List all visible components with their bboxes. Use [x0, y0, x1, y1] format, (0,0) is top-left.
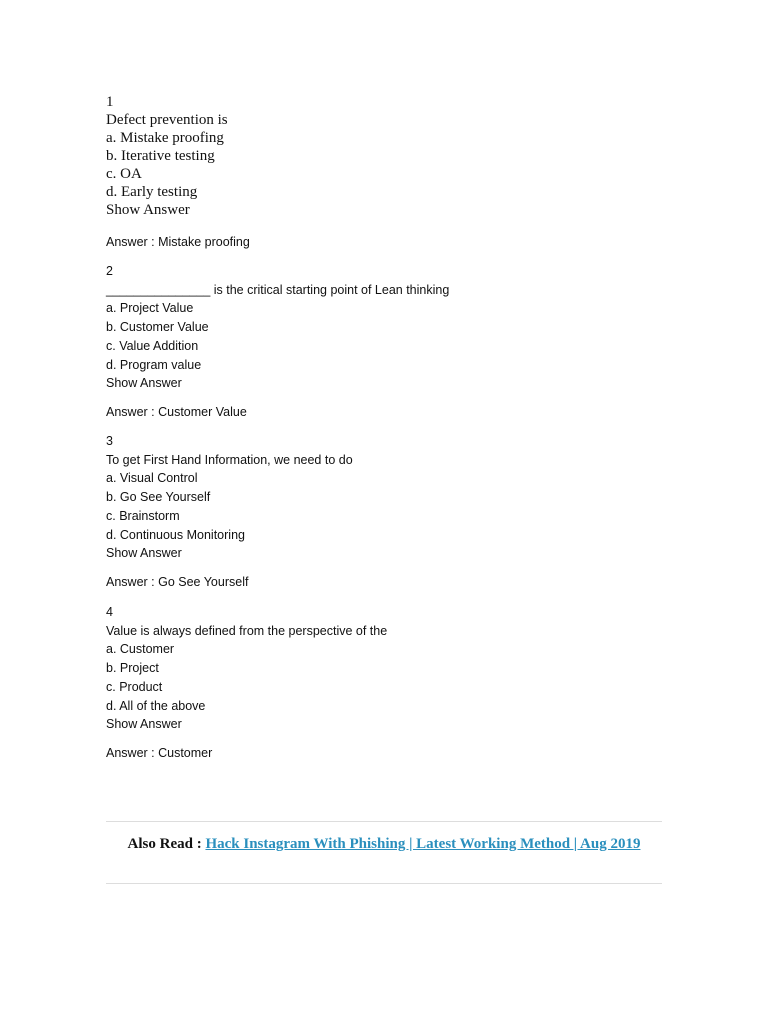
- option-b: b. Iterative testing: [106, 148, 215, 164]
- option-a: a. Mistake proofing: [106, 130, 224, 146]
- question-3: [106, 432, 353, 591]
- show-answer-button[interactable]: Show Answer: [106, 376, 182, 391]
- divider-bottom: [106, 883, 662, 884]
- also-read-link[interactable]: Hack Instagram With Phishing | Latest Working Method | Aug 2019: [205, 836, 641, 852]
- question-number: 2: [106, 264, 113, 278]
- option-c: c. Brainstorm: [106, 508, 180, 523]
- question-text: Value is always defined from the perspective of the: [106, 623, 388, 638]
- show-answer-button[interactable]: Show Answer: [106, 202, 190, 218]
- show-answer-button[interactable]: Show Answer: [106, 717, 182, 732]
- question-number: 1: [106, 94, 114, 110]
- option-b: b. Project: [106, 661, 159, 676]
- option-a: a. Customer: [106, 642, 175, 657]
- also-read: [106, 836, 662, 853]
- also-read-label: Also Read :: [127, 836, 206, 852]
- option-a: a. Visual Control: [106, 471, 198, 486]
- question-number: 3: [106, 434, 113, 448]
- option-c: c. OA: [106, 166, 142, 182]
- question-2: [106, 262, 449, 421]
- question-1: [106, 93, 228, 219]
- option-d: d. Early testing: [106, 184, 198, 200]
- question-text: Defect prevention is: [106, 112, 228, 128]
- question-text: To get First Hand Information, we need to do: [106, 452, 353, 467]
- divider-top: [106, 821, 662, 822]
- option-d: d. All of the above: [106, 698, 206, 713]
- option-b: b. Customer Value: [106, 320, 209, 335]
- option-d: d. Continuous Monitoring: [106, 527, 245, 542]
- option-a: a. Project Value: [106, 301, 194, 316]
- answer-text: Answer : Go See Yourself: [106, 574, 249, 589]
- show-answer-button[interactable]: Show Answer: [106, 546, 182, 561]
- option-c: c. Value Addition: [106, 338, 199, 353]
- question-text: _______________ is the critical starting point of Lean thinking: [106, 282, 450, 297]
- answer-text: Answer : Customer Value: [106, 404, 247, 419]
- question-number: 4: [106, 605, 113, 619]
- option-d: d. Program value: [106, 357, 202, 372]
- option-c: c. Product: [106, 679, 163, 694]
- option-b: b. Go See Yourself: [106, 490, 211, 505]
- answer-text: Answer : Mistake proofing: [106, 235, 250, 249]
- question-4: [106, 603, 387, 762]
- answer-text: Answer : Customer: [106, 745, 213, 760]
